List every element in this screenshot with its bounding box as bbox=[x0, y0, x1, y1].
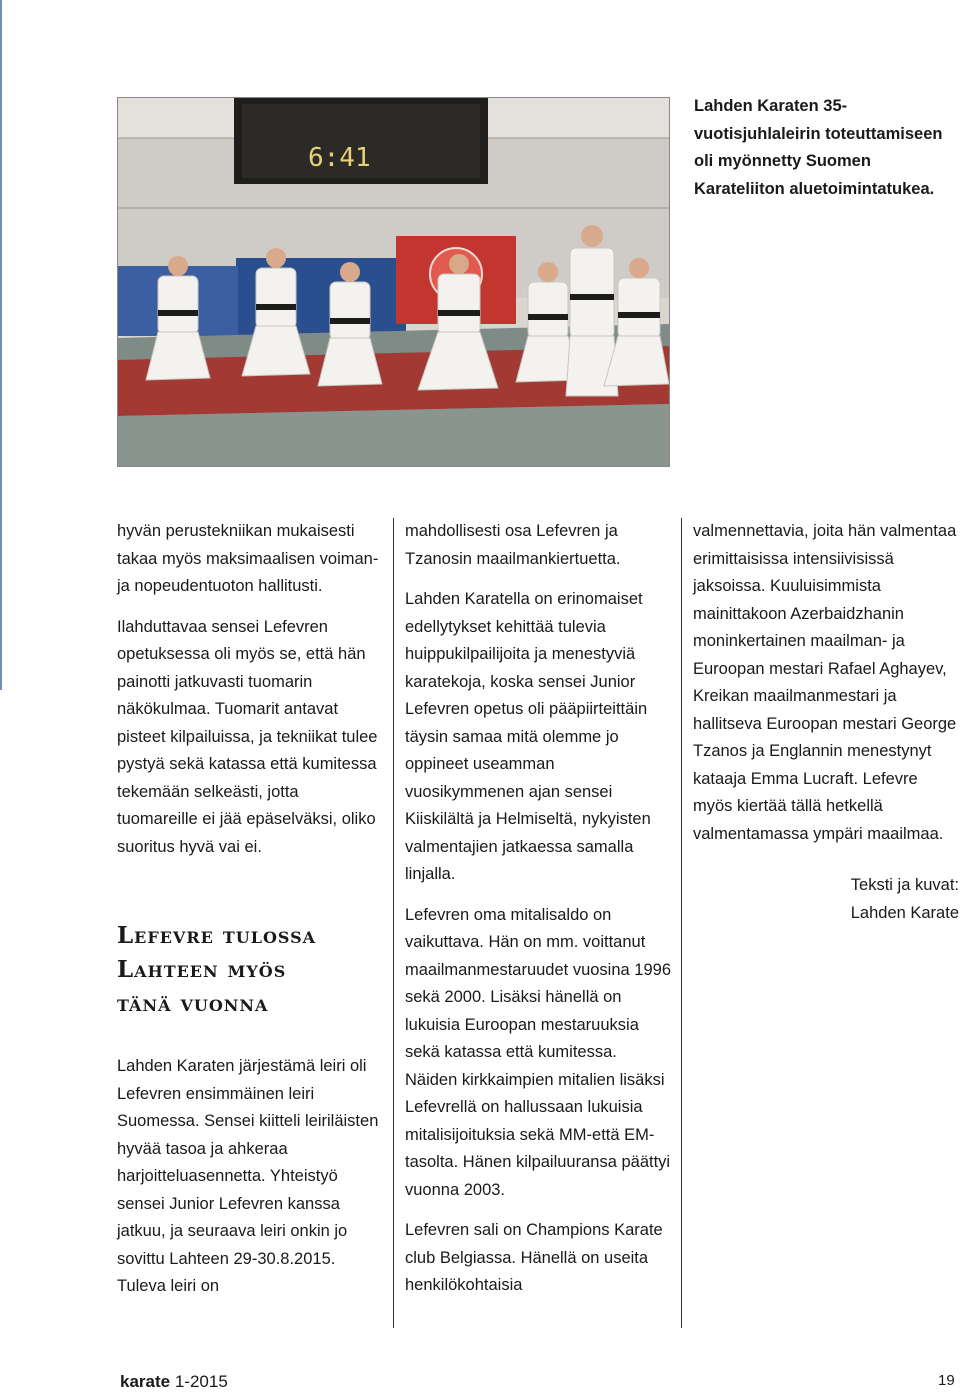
paragraph: Lahden Karaten järjestämä leiri oli Lefevren ensimmäinen leiri Suomessa. Sensei kiitteli leiriläisten hyvää tasoa ja ahkeraa harjoitteluasennetta. Yhteistyö sensei Junior Lefevren kanssa jatkuu, ja seuraava leiri onkin jo sovittu Lahteen 29-30.8.2015. Tuleva leiri on bbox=[117, 1057, 379, 1295]
photo-caption: Lahden Karaten 35-vuotisjuhlaleirin toteuttamiseen oli myönnetty Suomen Karateliiton aluetoimintatukea. bbox=[694, 97, 943, 198]
magazine-footer bbox=[120, 1372, 228, 1392]
page-edge-line bbox=[0, 0, 2, 690]
paragraph: hyvän perustekniikan mukaisesti takaa myös maksimaalisen voiman- ja nopeudentuoton hallitusti. bbox=[117, 522, 379, 595]
paragraph: Lahden Karatella on erinomaiset edellytykset kehittää tulevia huippukilpailijoita ja menestyviä karatekoja, koska sensei Junior Lefevren opetus oli pääpiirteittäin täysin samaa mitä olemme jo oppineet useamman vuosikymmenen ajan sensei Kiiskilältä ja Helmiseltä, nykyisten valmentajien jatkaessa samalla linjalla. bbox=[405, 590, 651, 883]
magazine-name: karate bbox=[120, 1372, 171, 1391]
paragraph: mahdollisesti osa Lefevren ja Tzanosin maailmankiertuetta. bbox=[405, 522, 621, 568]
credit-label: Teksti ja kuvat: bbox=[850, 876, 959, 894]
paragraph: Lefevren oma mitalisaldo on vaikuttava. Hän on mm. voittanut maailmanmestaruudet vuosina 1996 sekä 2000. Lisäksi hänellä on lukuisia Euroopan mestaruuksia sekä katassa että kumitessa. Näiden kirkkaimpien mitalien lisäksi Lefevrellä on hallussaan lukuisia mitalisijoituksia sekä MM-että EM-tasolta. Hänen kilpailuuransa päättyi vuonna 2003. bbox=[405, 905, 671, 1199]
text-column-1 bbox=[117, 518, 382, 1314]
photo-illustration bbox=[118, 98, 669, 466]
credit-name: Lahden Karate bbox=[850, 903, 959, 922]
section-heading: Lefevre tulossa Lahteen myös tänä vuonna bbox=[117, 922, 317, 1017]
author-credit bbox=[693, 872, 959, 927]
karate-training-photo bbox=[117, 97, 670, 467]
column-separator bbox=[393, 518, 394, 1328]
paragraph: Ilahduttavaa sensei Lefevren opetuksessa oli myös se, että hän painotti jatkuvasti tuomarin näkökulmaa. Tuomarit antavat pisteet kilpailuissa, ja tekniikat tulee pystyä sekä katassa että kumitessa tekemään selkeästi, jotta tuomareille ei jää epäselväksi, oliko suoritus hyvä vai ei. bbox=[117, 617, 378, 856]
issue-number: 1-2015 bbox=[174, 1372, 228, 1391]
scoreboard-display: 6:41 bbox=[308, 143, 371, 173]
column-separator bbox=[681, 518, 682, 1328]
paragraph: Lefevren sali on Champions Karate club Belgiassa. Hänellä on useita henkilökohtaisia bbox=[405, 1221, 663, 1294]
paragraph: valmennettavia, joita hän valmentaa erimittaisissa intensiivisissä jaksoissa. Kuuluisimmista mainittakoon Azerbaidzhanin moninkertainen maailman- ja Euroopan mestari Rafael Aghayev, Kreikan maailmanmestari ja hallitseva Euroopan mestari George Tzanos ja Englannin menestynyt kataaja Emma Lucraft. Lefevre myös kiertää tällä hetkellä valmentamassa ympäri maailmaa. bbox=[693, 522, 957, 843]
text-column-3 bbox=[693, 518, 959, 927]
text-column-2 bbox=[405, 518, 671, 1313]
page-number: 19 bbox=[938, 1372, 955, 1389]
